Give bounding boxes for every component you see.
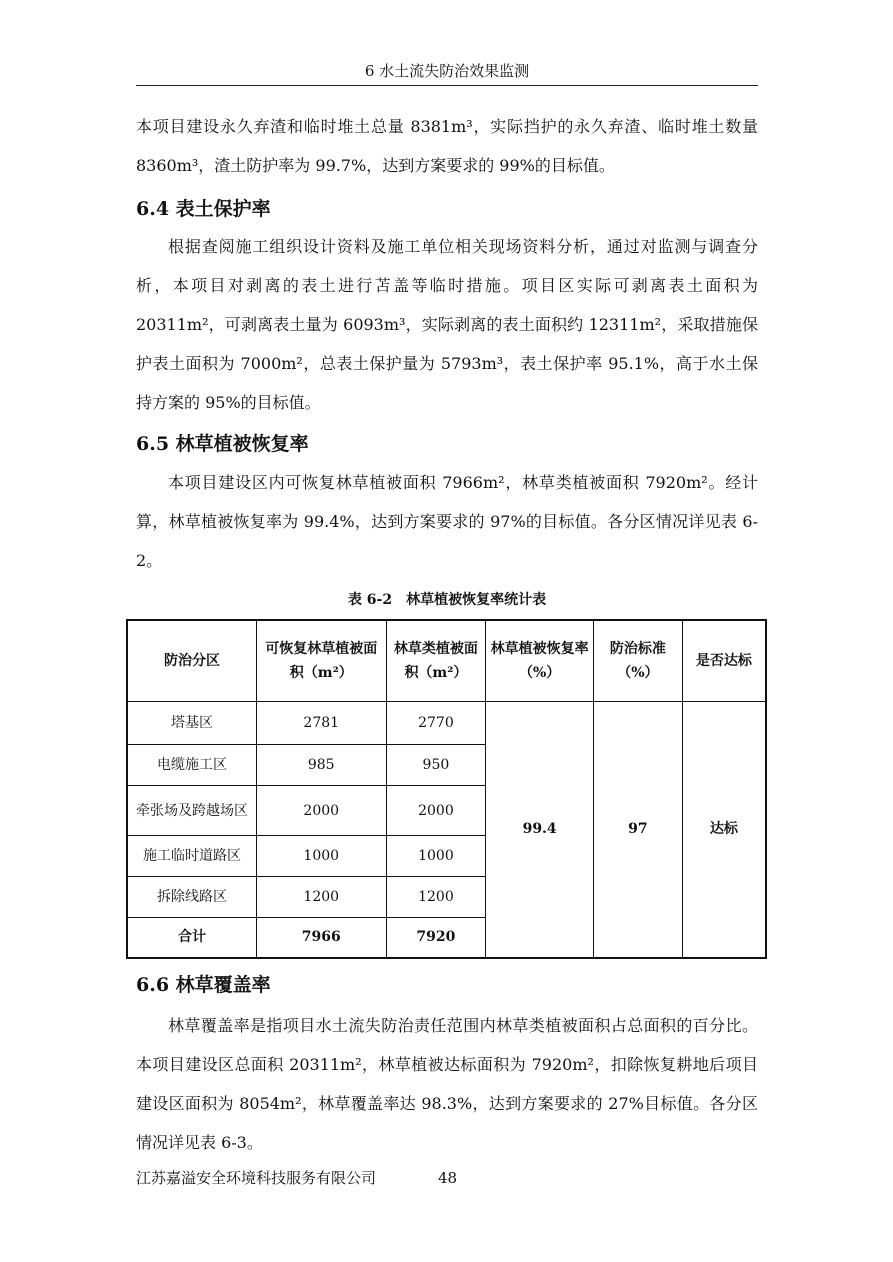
table-header-row <box>127 620 766 702</box>
zone-cell: 牵张场及跨越场区 <box>127 786 256 836</box>
header-zone: 防治分区 <box>127 620 256 702</box>
zone-cell: 塔基区 <box>127 702 256 745</box>
section-heading-6-6: 6.6 林草覆盖率 <box>136 974 271 996</box>
header-compliance: 是否达标 <box>682 620 766 702</box>
zone-cell: 拆除线路区 <box>127 877 256 918</box>
paragraph-slag-protection: 本项目建设永久弃渣和临时堆土总量 8381m³，实际挡护的永久弃渣、临时堆土数量 8360m³，渣土防护率为 99.7%，达到方案要求的 99%的目标值。 <box>136 117 758 175</box>
zone-cell: 施工临时道路区 <box>127 836 256 877</box>
recoverable-area-cell: 1200 <box>256 877 386 918</box>
running-header: 6 水土流失防治效果监测 <box>364 62 530 80</box>
section-heading-6-5: 6.5 林草植被恢复率 <box>136 433 309 455</box>
recoverable-area-cell: 2000 <box>256 786 386 836</box>
paragraph-topsoil-protection: 根据查阅施工组织设计资料及施工单位相关现场资料分析，通过对监测与调查分析，本项目对剥离的表土进行苫盖等临时措施。项目区实际可剥离表土面积为 20311m²，可剥离表土量为 6093m³，实际剥离的表土面积约 12311m²，采取措施保护表土面积为 7000m²，总表土保护量为 5793m³，表土保护率 95.1%，高于水土保持方案的 95%的目标值。 <box>136 237 758 412</box>
total-recoverable-cell: 7966 <box>256 918 386 958</box>
vegetation-area-cell: 2770 <box>386 702 486 745</box>
recoverable-area-cell: 1000 <box>256 836 386 877</box>
header-vegetation-area: 林草类植被面积（m²） <box>386 620 486 702</box>
vegetation-area-cell: 950 <box>386 745 486 786</box>
compliance-cell: 达标 <box>682 702 766 958</box>
table-row <box>127 702 766 745</box>
section-heading-6-4: 6.4 表土保护率 <box>136 198 271 220</box>
header-recoverable-area: 可恢复林草植被面积（m²） <box>256 620 386 702</box>
header-standard: 防治标准（%） <box>593 620 682 702</box>
header-restoration-rate: 林草植被恢复率（%） <box>486 620 594 702</box>
paragraph-vegetation-restoration: 本项目建设区内可恢复林草植被面积 7966m²，林草类植被面积 7920m²。经计算，林草植被恢复率为 99.4%，达到方案要求的 97%的目标值。各分区情况详见表 6-2。 <box>136 473 758 570</box>
recoverable-area-cell: 985 <box>256 745 386 786</box>
recoverable-area-cell: 2781 <box>256 702 386 745</box>
standard-cell: 97 <box>593 702 682 958</box>
vegetation-restoration-table <box>126 619 767 959</box>
header-divider <box>136 85 758 86</box>
total-label-cell: 合计 <box>127 918 256 958</box>
vegetation-area-cell: 1000 <box>386 836 486 877</box>
vegetation-area-cell: 1200 <box>386 877 486 918</box>
vegetation-area-cell: 2000 <box>386 786 486 836</box>
table-caption: 表 6-2 林草植被恢复率统计表 <box>347 592 547 608</box>
restoration-rate-cell: 99.4 <box>486 702 594 958</box>
footer-company: 江苏嘉溢安全环境科技服务有限公司 <box>136 1169 377 1187</box>
zone-cell: 电缆施工区 <box>127 745 256 786</box>
paragraph-forest-grass-coverage: 林草覆盖率是指项目水土流失防治责任范围内林草类植被面积占总面积的百分比。本项目建设区总面积 20311m²，林草植被达标面积为 7920m²，扣除恢复耕地后项目建设区面积为 8054m²，林草覆盖率达 98.3%，达到方案要求的 27%目标值。各分区情况详见表 6-3。 <box>136 1016 758 1152</box>
page-number: 48 <box>438 1169 458 1187</box>
total-vegetation-cell: 7920 <box>386 918 486 958</box>
